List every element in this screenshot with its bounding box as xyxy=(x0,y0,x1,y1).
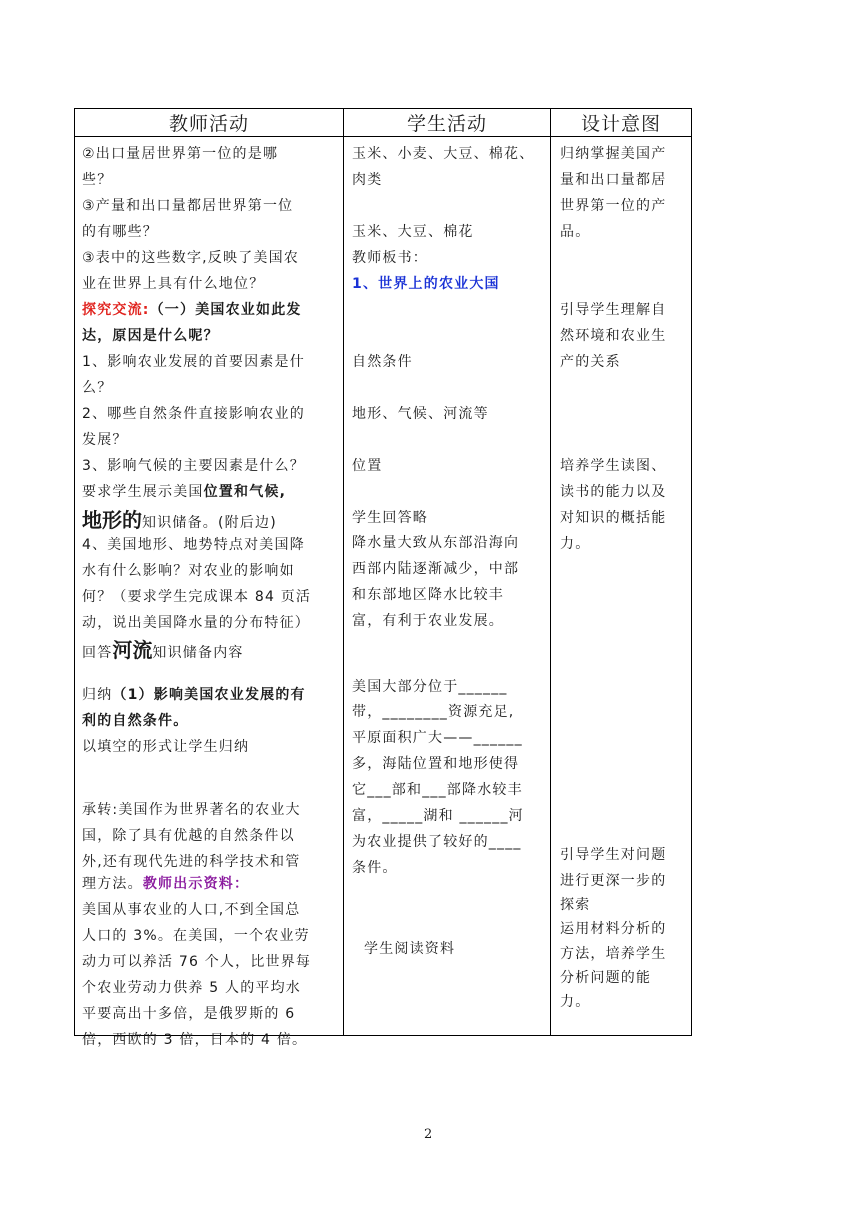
text-line: 地形、气候、河流等 xyxy=(352,406,489,422)
student-activity-cell xyxy=(344,137,551,1036)
text-line: 自然条件 xyxy=(352,354,413,370)
text-line: 水有什么影响？对农业的影响如 xyxy=(82,563,295,579)
text-line: 1、影响农业发展的首要因素是什 xyxy=(82,354,305,370)
text-span: 知识储备。(附后边) xyxy=(142,515,277,531)
text-line: 世界第一位的产 xyxy=(560,198,667,214)
text-line: 方法，培养学生 xyxy=(560,946,667,962)
bold-span: （1）影响美国农业发展的有 xyxy=(112,687,306,703)
text-line: ③产量和出口量都居世界第一位 xyxy=(82,198,294,214)
text-line: 何？（要求学生完成课本 84 页活 xyxy=(82,589,312,605)
text-line: 业在世界上具有什么地位？ xyxy=(82,276,265,292)
text-line: 肉类 xyxy=(352,172,383,188)
bold-span: 位置和气候, xyxy=(203,484,287,500)
text-line: 力。 xyxy=(560,536,591,552)
header-teacher-activity: 教师活动 xyxy=(75,109,344,137)
text-line xyxy=(82,482,286,502)
text-line: 和东部地区降水比较丰 xyxy=(352,587,504,603)
material-label: 教师出示资料： xyxy=(142,876,250,892)
text-line: 些？ xyxy=(82,172,113,188)
explore-label: 探究交流: xyxy=(82,302,150,318)
text-line: 条件。 xyxy=(352,860,398,876)
text-line: 动，说出美国降水量的分布特征） xyxy=(82,615,310,631)
section-heading: （一）美国农业如此发 xyxy=(149,302,302,318)
text-line: 国，除了具有优越的自然条件以 xyxy=(82,828,295,844)
text-line: 的有哪些？ xyxy=(82,224,158,240)
text-line: ③表中的这些数字,反映了美国农 xyxy=(82,250,300,266)
text-line: 为农业提供了较好的____ xyxy=(352,834,522,850)
text-line: 玉米、小麦、大豆、棉花、 xyxy=(352,146,535,162)
table-row xyxy=(75,137,692,1036)
text-line: 美国从事农业的人口,不到全国总 xyxy=(82,902,301,918)
text-span: 知识储备内容 xyxy=(152,645,244,661)
text-line: 动力可以养活 76 个人，比世界每 xyxy=(82,954,312,970)
text-line: 它___部和___部降水较丰 xyxy=(352,782,523,798)
text-line xyxy=(82,300,302,320)
text-line: 量和出口量都居 xyxy=(560,172,667,188)
header-design-intent: 设计意图 xyxy=(551,109,692,137)
text-line: ②出口量居世界第一位的是哪 xyxy=(82,146,279,162)
board-heading: 1、世界上的农业大国 xyxy=(352,276,500,292)
text-line: 个农业劳动力供养 5 人的平均水 xyxy=(82,980,302,996)
text-line: 4、美国地形、地势特点对美国降 xyxy=(82,537,305,553)
text-line: 玉米、大豆、棉花 xyxy=(352,224,474,240)
text-line: 带，________资源充足, xyxy=(352,704,515,720)
large-bold-span: 河流 xyxy=(112,638,153,662)
lesson-table xyxy=(74,108,692,1048)
text-line xyxy=(82,507,277,536)
text-span: 理方法。 xyxy=(82,876,143,892)
text-span: 归纳 xyxy=(82,687,113,703)
text-line: 2、哪些自然条件直接影响农业的 xyxy=(82,406,305,422)
text-line: 富，_____湖和 ______河 xyxy=(352,808,524,824)
text-line: 发展？ xyxy=(82,432,128,448)
large-bold-span: 地形的 xyxy=(82,508,142,532)
text-line xyxy=(82,685,306,705)
text-line: 进行更深一步的 xyxy=(560,873,667,889)
table-header-row xyxy=(75,109,692,137)
text-line: 归纳掌握美国产 xyxy=(560,146,667,162)
text-line: 引导学生理解自 xyxy=(560,302,667,318)
text-line: 倍，西欧的 3 倍，日本的 4 倍。 xyxy=(82,1032,308,1048)
text-line: 利的自然条件。 xyxy=(82,713,189,729)
teacher-activity-cell xyxy=(75,137,344,1048)
text-line: 多，海陆位置和地形使得 xyxy=(352,756,520,772)
page-number: 2 xyxy=(424,1127,433,1142)
text-line: 学生回答略 xyxy=(352,510,428,526)
text-line: 以填空的形式让学生归纳 xyxy=(82,739,250,755)
text-line: 产的关系 xyxy=(560,354,621,370)
text-line: 力。 xyxy=(560,994,591,1010)
text-line: 人口的 3%。在美国，一个农业劳 xyxy=(82,928,310,944)
text-line: 么？ xyxy=(82,380,113,396)
text-line: 读书的能力以及 xyxy=(560,484,667,500)
text-span: 要求学生展示美国 xyxy=(82,484,204,500)
text-line: 平原面积广大——______ xyxy=(352,730,523,746)
text-line: 品。 xyxy=(560,224,591,240)
header-student-activity: 学生活动 xyxy=(344,109,551,137)
text-line: 探索 xyxy=(560,897,591,913)
text-line xyxy=(82,637,244,666)
text-line: 3、影响气候的主要因素是什么？ xyxy=(82,458,305,474)
text-line: 富，有利于农业发展。 xyxy=(352,613,504,629)
text-line: 达，原因是什么呢？ xyxy=(82,328,219,344)
text-line: 平要高出十多倍，是俄罗斯的 6 xyxy=(82,1006,296,1022)
text-line: 运用材料分析的 xyxy=(560,921,667,937)
text-line: 位置 xyxy=(352,458,383,474)
text-line: 外,还有现代先进的科学技术和管 xyxy=(82,854,301,870)
text-line: 承转:美国作为世界著名的农业大 xyxy=(82,802,301,818)
text-line: 教师板书： xyxy=(352,250,428,266)
text-line: 对知识的概括能 xyxy=(560,510,667,526)
text-line: 引导学生对问题 xyxy=(560,847,667,863)
text-line: 培养学生读图、 xyxy=(560,458,667,474)
text-line: 西部内陆逐渐减少，中部 xyxy=(352,561,520,577)
text-line: 然环境和农业生 xyxy=(560,328,667,344)
text-line xyxy=(82,874,249,894)
text-span: 回答 xyxy=(82,645,113,661)
text-line: 分析问题的能 xyxy=(560,970,652,986)
design-intent-cell xyxy=(551,137,692,1036)
text-line: 美国大部分位于______ xyxy=(352,679,508,695)
text-line: 学生阅读资料 xyxy=(364,941,456,957)
text-line: 降水量大致从东部沿海向 xyxy=(352,535,520,551)
